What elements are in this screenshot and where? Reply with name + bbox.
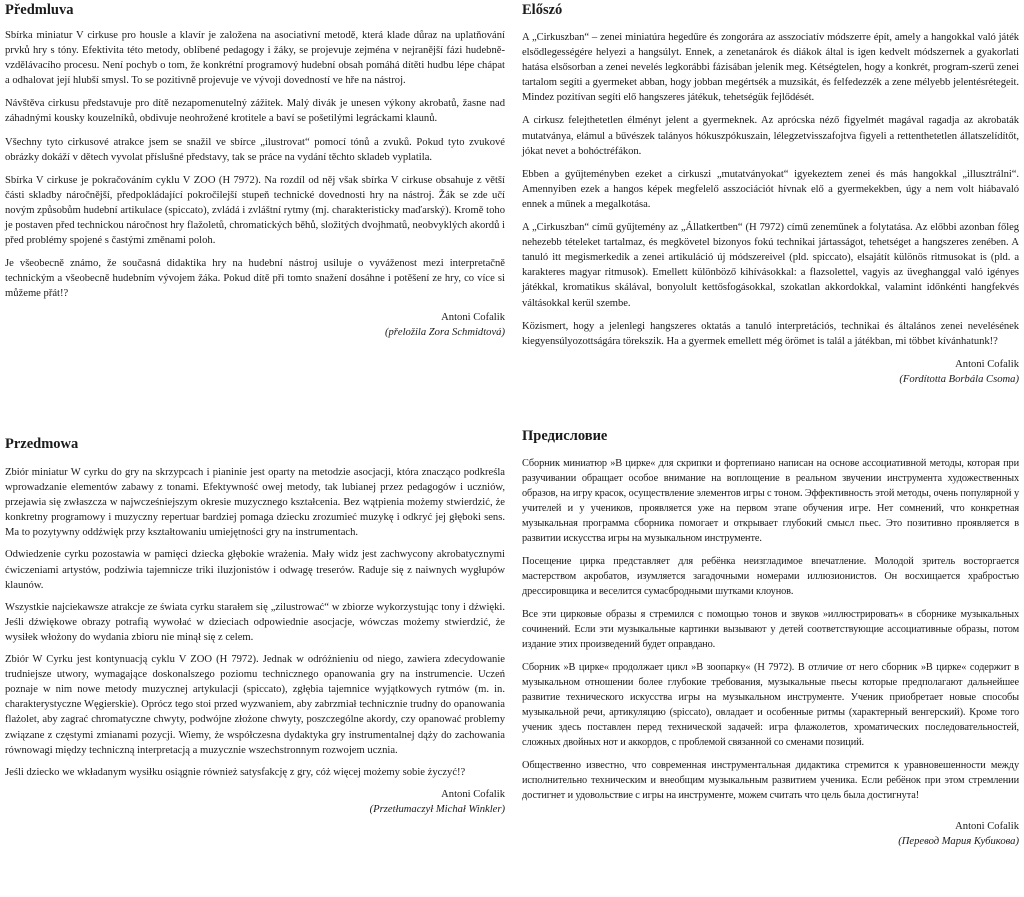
russian-translator: (Перевод Мария Кубикова) <box>898 836 1019 847</box>
hungarian-title: Előszó <box>522 2 563 18</box>
polish-paragraph-3: Wszystkie najciekawsze atrakcje ze świata cyrku starałem się „zilustrować“ w zbiorze wykorzystując tony i dźwięki. Jeśli dźwiękowe obrazy potrafią wywołać w dzieciach odpowiednie asocjacje, wówczas możemy stwierdzić, że wysiłek włożony do wydania zbioru nie minął się z celem. <box>5 601 505 643</box>
russian-author: Antoni Cofalik <box>955 821 1019 832</box>
hungarian-author: Antoni Cofalik <box>955 358 1019 370</box>
hungarian-paragraph-1: A „Cirkuszban“ – zenei miniatúra hegedűre és zongorára az asszociatív módszerre épít, amely a hangokkal való játék elsődlegességére helyezi a hangsúlyt. Ennek, a zenetanárok és diákok által is igen kedvelt módszernek a gyakorlati hatása elsősorban a zenei nevelés legkorábbi fázisában jelenik meg. Kétségtelen, hogy a konkrét, program-szerű zenei tartalom segíti a gyermeket abban, hogy jobban megértsék a muzsikát, és felfedezzék a zene mélyebb jelentésrétegeit. Mindez pozitívan segíti elő hangszeres játékuk, tehetségük fejlődését. <box>522 32 1019 104</box>
polish-paragraph-5: Jeśli dziecko we wkładanym wysiłku osiągnie również satysfakcję z gry, cóż więcej możemy sobie życzyć!? <box>5 766 466 778</box>
polish-title: Przedmowa <box>5 436 79 452</box>
czech-author: Antoni Cofalik <box>441 311 505 323</box>
polish-paragraph-1: Zbiór miniatur W cyrku do gry na skrzypcach i pianinie jest oparty na metodzie asocjacji, która znacząco podkreśla wprowadzanie elementów zabawy z tonami. Efektywność owej metody, tak lubianej przez pedagogów i uczniów, przejawia się zwłaszcza w najwcześniejszym okresie muzycznego kształcenia. Bez wątpienia możemy stwierdzić, że konkretny programowy i muzyczny repertuar bardziej pomaga dziecku zrozumieć muzykę i odkryć jej głęboki sens. Ma to pozytywny oddźwięk przy kształtowaniu umiejętności gry na instrumentach. <box>5 467 505 539</box>
russian-preface <box>522 428 1019 849</box>
czech-paragraph-4: Sbírka V cirkuse je pokračováním cyklu V ZOO (H 7972). Na rozdíl od něj však sbírka V cirkuse obsahuje z větší části skladby náročnější, předpokládající pokročilejší stupeň technické dovednosti hry na nástroj. Žák se zde učí novým způsobům hudební artikulace (spiccato), zvládá i zvláštní rytmy (mj. charakteristicky maďarský). Kromě toho je postaven před technickou náročnost hry flažoletů, chromatických běhů, složitých dvojhmatů, neobvyklých akordů i před problémy spojené s častými změnami poloh. <box>5 174 505 247</box>
czech-paragraph-3: Všechny tyto cirkusové atrakce jsem se snažil ve sbírce „ilustrovat“ pomocí tónů a zvuků. Pokud tyto zvukové obrázky dokáží v dětech vyvolat příslušné představy, tak se práce na vydání těchto skladeb vyplatila. <box>5 136 505 163</box>
czech-paragraph-2: Návštěva cirkusu představuje pro dítě nezapomenutelný zážitek. Malý divák je unesen výkony akrobatů, žasne nad záhadnými kousky kouzelníků, obdivuje neohrožené krotitele a baví se pošetilými legráckami klaunů. <box>5 98 505 125</box>
polish-author: Antoni Cofalik <box>441 788 505 800</box>
hungarian-signature <box>522 357 1019 387</box>
hungarian-paragraph-4: A „Cirkuszban“ című gyűjtemény az „Állatkertben“ (H 7972) című zeneműnek a folytatása. Az előbbi azonban főleg nehezebb tételeket tartalmaz, és megkövetel bizonyos fokú technikai jártasságot, tehetséget a hangszeres zenében. A tanuló itt megismerkedik a zenei artikuláció új módszereivel (pld. spiccato), elsajátít különös ritmusokat is (pld. a karakteres magyar ritmusok). Emellett különböző kihívásokkal: a flazsolettel, vagyis az üveghanggal való igényes játékkal, kromatikus skálával, bonyolult kettősfogásokkal, szokatlan akkordokkal, valamint időnkénti hangfekvés váltásokkal kerül szembe. <box>522 222 1019 309</box>
hungarian-preface <box>522 2 1019 387</box>
polish-signature <box>5 787 505 817</box>
russian-paragraph-3: Все эти цирковые образы я стремился с помощью тонов и звуков »иллюстрировать« в сборнике музыкальных сочинений. Если эти музыкальные картинки вызывают у детей соответствующие ассоциативные образы, потом издание этих произведений будет оправдано. <box>522 609 1019 650</box>
czech-signature <box>5 310 505 340</box>
russian-paragraph-4: Сборник »В цирке« продолжает цикл »В зоопарку« (H 7972). В отличие от него сборник »В цирке« содержит в музыкальном отношении более глубокие требования, музыкальные пьесы которые предполагают дальнейшее развитие технического искусства игры на музыкальном инструменте. Ученик приобретает новые способы музыкальной речи, артикуляцию (spiccato), овладает и особенные ритмы (характерный венгерский). Кроме того ученик здесь поставлен перед технической задачей: игра флажолетов, хроматических последовательностей, сложных двойных нот и аккордов, с проблемой связанной со сменами позиций. <box>522 662 1019 748</box>
hungarian-paragraph-2: A cirkusz felejthetetlen élményt jelent a gyermeknek. Az aprócska néző figyelmét magával ragadja az akrobaták mutatványa, elámul a bűvészek talányos hókuszpókuszain, lélegzetvisszafojtva figyeli a rettenthetetlen állatszelídítőt, jókat nevet a bohóctréfákon. <box>522 115 1019 157</box>
czech-paragraph-5: Je všeobecně známo, že současná didaktika hry na hudební nástroj usiluje o vyváženost mezi interpretačně technickým a všeobecně hudebním vývojem žáka. Pokud dítě při tomto snažení dosáhne i potěšení ze hry, co více si můžeme přát!? <box>5 258 505 300</box>
czech-title: Předmluva <box>5 2 74 18</box>
polish-paragraph-2: Odwiedzenie cyrku pozostawia w pamięci dziecka głębokie wrażenia. Mały widz jest zachwycony akrobatycznymi ćwiczeniami artystów, podziwia tajemnicze triki iluzjonistów i odwagę treserów. Raduje się z naiwnych wygłupów klaunów. <box>5 549 505 591</box>
russian-signature <box>522 819 1019 849</box>
polish-translator: (Przetłumaczył Michał Winkler) <box>369 803 505 815</box>
polish-paragraph-4: Zbiór W Cyrku jest kontynuacją cyklu V ZOO (H 7972). Jednak w odróżnieniu od niego, zawiera zdecydowanie trudniejsze utwory, wymagające doskonalszego poziomu technicznego opanowania gry na instrumencie. Uczeń poznaje w nim nowe metody muzycznej artykulacji (spiccato), zgłębia tajemnice wyjątkowych rytmów (m. in. charakterystyczne Węgierskie). Oprócz tego stoi przed wyzwaniem, aby zabrzmiał technicznie trudny do opanowania flażolet, aby zagrać chromatyczne chwyty, podwójne złożone chwyty, poszczególne akordy, czy opanować problemy związane z częstymi zmianami pozycji. Wiemy, że współczesna dydaktyka gry instrumentalnej dąży do zachowania równowagi między techniczną interpretacją a muzycznie wszechstronnym rozwojem ucznia. <box>5 654 505 756</box>
russian-paragraph-1: Сборник миниатюр »В цирке« для скрипки и фортепиано написан на основе ассоциативной методы, которая при разучивании обращает особое внимание на воплощение в реальном звучении инструмента художественных образов, на игру красок, осуществление элементов игры с тоном. Эффективность этой методы, очень популярной у учителей и у учеников, проявляется уже на первом этапе обучения игре. Нет сомнений, что конкретная музыкальная программа сборника помогает и открывает глубокий смысл пьес. Это позитивно проявляется в развитии искусства игры на музыкальном инструменте. <box>522 458 1019 544</box>
russian-paragraph-2: Посещение цирка представляет для ребёнка неизгладимое впечатление. Молодой зритель восторгается мастерством акробатов, изумляется загадочными номерами иллюзионистов. Он восхищается храбростью дрессировщика и веселится сумасбродными шутками клоунов. <box>522 556 1019 597</box>
czech-translator: (přeložila Zora Schmidtová) <box>384 326 505 338</box>
hungarian-paragraph-5: Közismert, hogy a jelenlegi hangszeres oktatás a tanuló interpretációs, technikai és általános zenei nevelésének kiegyensúlyozottságára törekszik. Ha a gyermek emellett még örömet is talál a játékban, mi többet kívánhatunk!? <box>522 320 1019 347</box>
hungarian-translator: (Fordította Borbála Csoma) <box>899 373 1019 385</box>
czech-paragraph-1: Sbírka miniatur V cirkuse pro housle a klavír je založena na asociativní metodě, která klade důraz na uplatňování prvků hry s tóny. Efektivita této metody, oblíbené pedagogy i žáky, se projevuje zejména v nejranější fázi hudebně-vzdělávacího procesu. Není pochyb o tom, že konkrétní programový hudební obsah pomáhá dítěti hudbu lépe chápat a odhalovat její hlubší smysl. To se pozitivně projevuje ve vývoji dovedností ve hře na nástroj. <box>5 30 505 87</box>
polish-preface <box>5 436 505 817</box>
russian-title: Предисловие <box>522 428 608 444</box>
hungarian-paragraph-3: Ebben a gyűjteményben ezeket a cirkuszi „mutatványokat“ igyekeztem zenei és más hangokkal „illusztrálni“. Amennyiben ezek a hangos képek megfelelő asszociációt hívnak elő a gyermekekben, úgy a nem volt hiábavaló ennek a műnek a megalkotása. <box>522 168 1019 210</box>
czech-preface <box>5 2 505 340</box>
russian-paragraph-5: Общественно известно, что современная инструментальная дидактика стремится к уравновешенности между исполнительно техническим и внеобщим музыкальным развитием ученика. Если ребёнок при этом стремлении достигнет и удовольствие с игры на инструменте, можем считать что цель была достигнута! <box>522 760 1019 801</box>
